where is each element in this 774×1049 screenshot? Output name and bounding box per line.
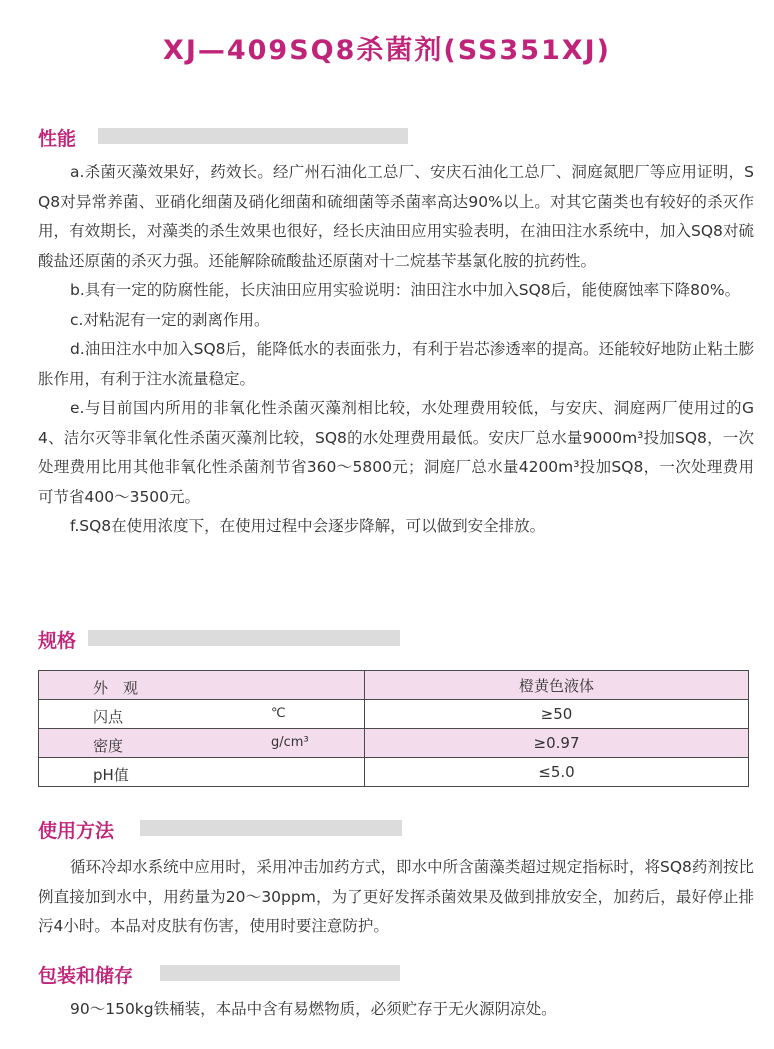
performance-item-a: a.杀菌灭藻效果好，药效长。经广州石油化工总厂、安庆石油化工总厂、洞庭氮肥厂等应用证明，SQ8对异常养菌、亚硝化细菌及硝化细菌和硫细菌等杀菌率高达90%以上。对其它菌类也有较好的杀灭作用，有效期长，对藻类的杀生效果也很好，经长庆油田应用实验表明，在油田注水系统中，加入SQ8对硫酸盐还原菌的杀灭力强。还能解除硫酸盐还原菌对十二烷基苄基氯化胺的抗药性。 bbox=[38, 163, 754, 270]
spec-value: ≥50 bbox=[365, 700, 749, 729]
spec-name: 外 观 bbox=[93, 679, 139, 697]
performance-item-b: b.具有一定的防腐性能，长庆油田应用实验说明：油田注水中加入SQ8后，能使腐蚀率下降80%。 bbox=[70, 281, 741, 299]
section-title-usage: 使用方法 bbox=[38, 820, 115, 842]
section-heading-packaging bbox=[38, 961, 400, 987]
spec-name-cell bbox=[39, 671, 365, 700]
section-title-packaging: 包装和储存 bbox=[38, 965, 134, 987]
performance-item-c: c.对粘泥有一定的剥离作用。 bbox=[70, 310, 270, 329]
section-title-specs: 规格 bbox=[38, 630, 77, 652]
performance-item-d: d.油田注水中加入SQ8后，能降低水的表面张力，有利于岩芯渗透率的提高。还能较好地防止粘土膨胀作用，有利于注水流量稳定。 bbox=[38, 340, 754, 388]
spec-name: 密度 bbox=[93, 737, 124, 755]
packaging-paragraph: 90～150kg铁桶装，本品中含有易燃物质，必须贮存于无火源阴凉处。 bbox=[70, 1000, 557, 1018]
spec-name: 闪点 bbox=[93, 708, 124, 726]
heading-divider-bar bbox=[88, 630, 400, 646]
section-heading-specs bbox=[38, 626, 400, 652]
performance-item-f: f.SQ8在使用浓度下，在使用过程中会逐步降解，可以做到安全排放。 bbox=[70, 517, 546, 535]
usage-paragraph: 循环冷却水系统中应用时，采用冲击加药方式，即水中所含菌藻类超过规定指标时，将SQ8药剂按比例直接加到水中，用药量为20～30ppm，为了更好发挥杀菌效果及做到排放安全，加药后，最好停止排污4小时。本品对皮肤有伤害，使用时要注意防护。 bbox=[38, 858, 754, 935]
spec-unit: g/cm³ bbox=[271, 735, 309, 750]
spec-value: ≤5.0 bbox=[365, 758, 749, 787]
spec-name: pH值 bbox=[93, 766, 129, 784]
heading-divider-bar bbox=[98, 128, 408, 144]
section-heading-usage bbox=[38, 816, 402, 842]
heading-divider-bar bbox=[160, 965, 400, 981]
spec-name-cell bbox=[39, 729, 365, 758]
spec-unit: ℃ bbox=[271, 706, 286, 721]
spec-value: ≥0.97 bbox=[365, 729, 749, 758]
section-title-performance: 性能 bbox=[38, 128, 77, 150]
spec-value: 橙黄色液体 bbox=[365, 671, 749, 700]
table-row bbox=[39, 758, 749, 787]
performance-item-e: e.与目前国内所用的非氧化性杀菌灭藻剂相比较，水处理费用较低，与安庆、洞庭两厂使用过的G4、洁尔灭等非氧化性杀菌灭藻剂比较，SQ8的水处理费用最低。安庆厂总水量9000m³投加SQ8，一次处理费用比用其他非氧化性杀菌剂节省360～5800元；洞庭厂总水量4200m³投加SQ8，一次处理费用可节省400～3500元。 bbox=[38, 399, 754, 506]
spec-table bbox=[38, 670, 749, 787]
usage-text bbox=[38, 853, 754, 942]
heading-divider-bar bbox=[140, 820, 402, 836]
table-row bbox=[39, 729, 749, 758]
section-heading-performance bbox=[38, 124, 410, 150]
packaging-text bbox=[38, 995, 754, 1025]
spec-name-cell bbox=[39, 758, 365, 787]
performance-text bbox=[38, 158, 754, 542]
table-row bbox=[39, 671, 749, 700]
spec-name-cell bbox=[39, 700, 365, 729]
table-row bbox=[39, 700, 749, 729]
page-title: XJ—409SQ8杀菌剂(SS351XJ) bbox=[163, 35, 611, 66]
